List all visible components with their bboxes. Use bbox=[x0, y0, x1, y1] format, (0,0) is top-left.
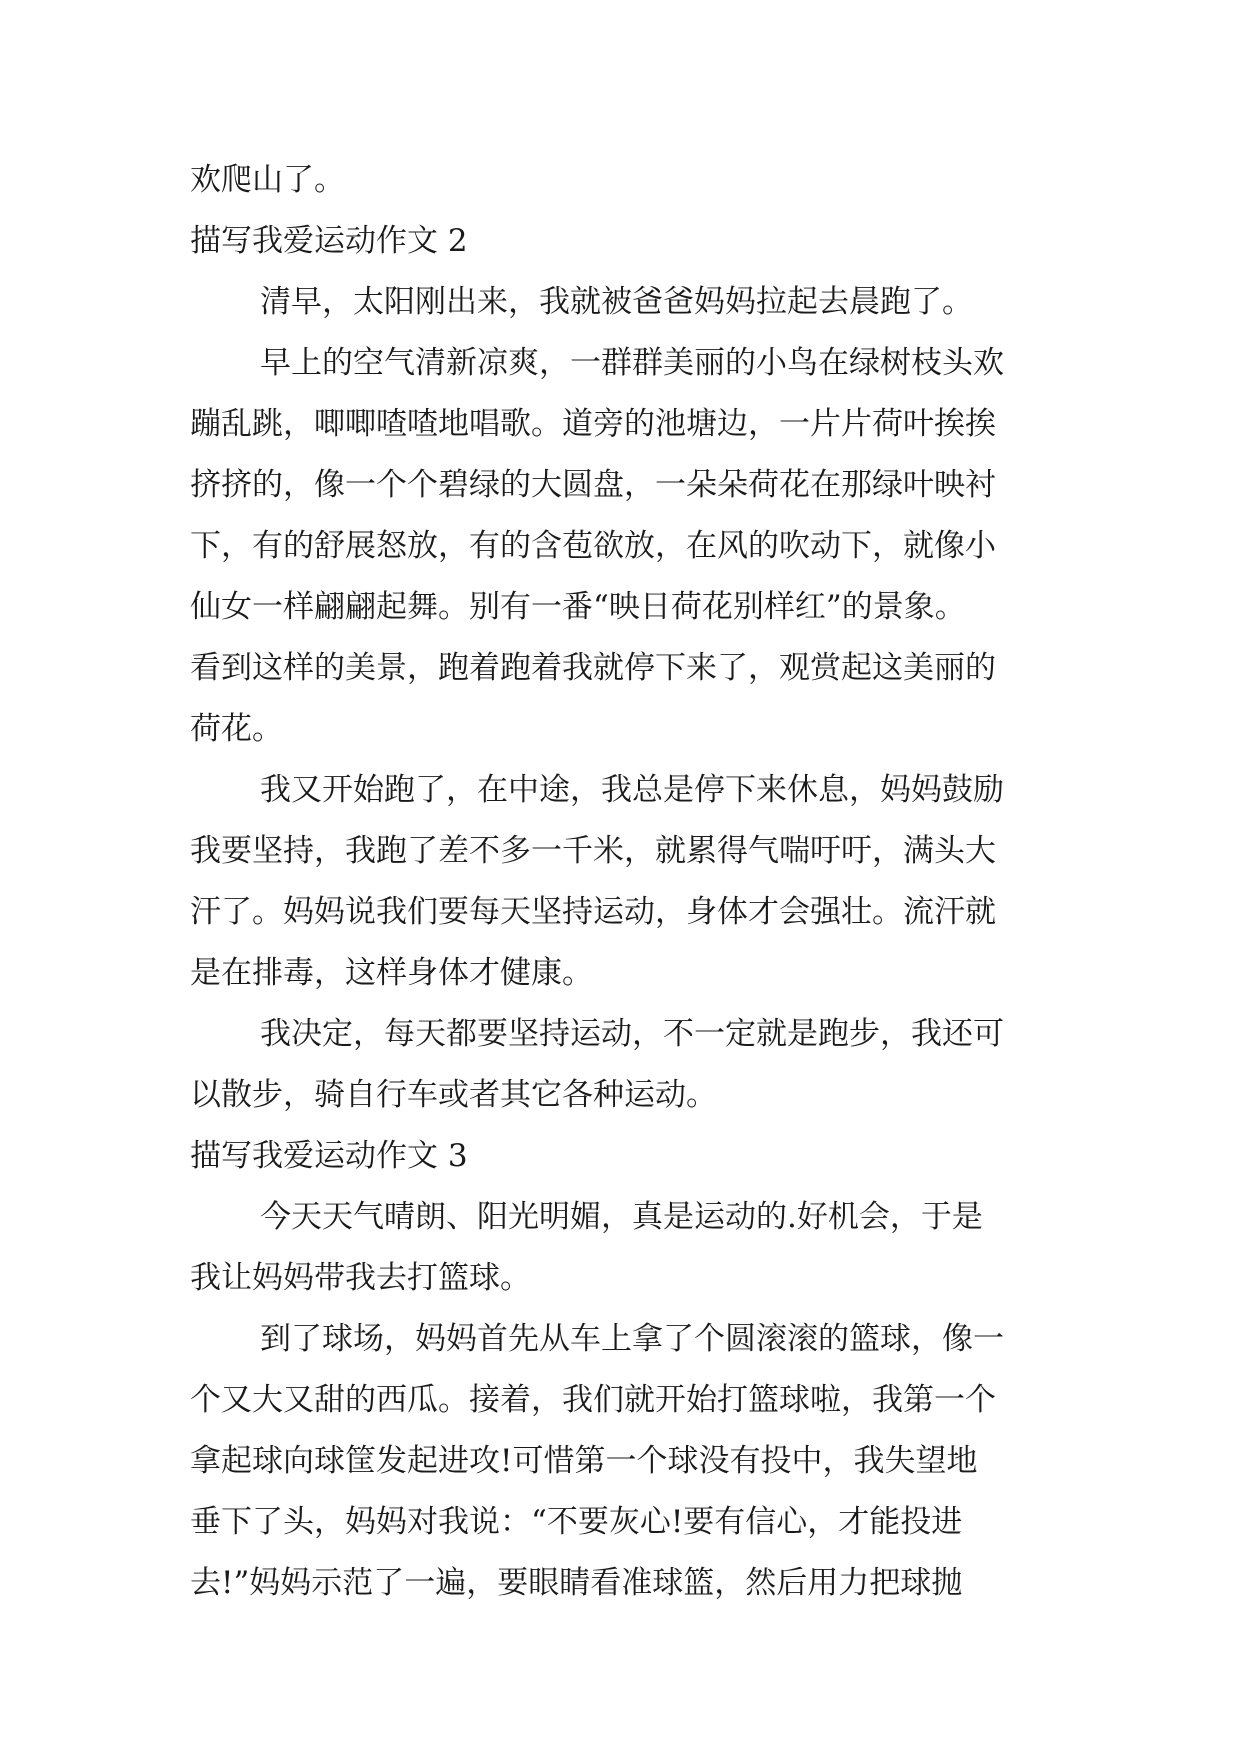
text-line: 我又开始跑了，在中途，我总是停下来休息，妈妈鼓励 bbox=[260, 772, 1004, 808]
text-line: 汗了。妈妈说我们要每天坚持运动，身体才会强壮。流汗就 bbox=[190, 894, 996, 930]
text-line: 我让妈妈带我去打篮球。 bbox=[190, 1260, 531, 1296]
text-line: 欢爬山了。 bbox=[190, 162, 345, 198]
text-line: 荷花。 bbox=[190, 711, 283, 747]
text-line: 拿起球向球筐发起进攻!可惜第一个球没有投中，我失望地 bbox=[190, 1443, 978, 1479]
text-line: 清早，太阳刚出来，我就被爸爸妈妈拉起去晨跑了。 bbox=[260, 284, 973, 320]
text-line: 我要坚持，我跑了差不多一千米，就累得气喘吁吁，满头大 bbox=[190, 833, 996, 869]
text-line: 下，有的舒展怒放，有的含苞欲放，在风的吹动下，就像小 bbox=[190, 528, 996, 564]
text-line: 我决定，每天都要坚持运动，不一定就是跑步，我还可 bbox=[260, 1016, 1004, 1052]
section-heading: 描写我爱运动作文 3 bbox=[190, 1138, 468, 1174]
section-heading: 描写我爱运动作文 2 bbox=[190, 223, 468, 259]
text-line: 蹦乱跳，唧唧喳喳地唱歌。道旁的池塘边，一片片荷叶挨挨 bbox=[190, 406, 996, 442]
text-line: 仙女一样翩翩起舞。别有一番“映日荷花别样红”的景象。 bbox=[190, 589, 966, 625]
text-line: 到了球场，妈妈首先从车上拿了个圆滚滚的篮球，像一 bbox=[260, 1321, 1004, 1357]
text-line: 看到这样的美景，跑着跑着我就停下来了，观赏起这美丽的 bbox=[190, 650, 996, 686]
text-line: 挤挤的，像一个个碧绿的大圆盘，一朵朵荷花在那绿叶映衬 bbox=[190, 467, 996, 503]
text-line: 是在排毒，这样身体才健康。 bbox=[190, 955, 593, 991]
text-line: 个又大又甜的西瓜。接着，我们就开始打篮球啦，我第一个 bbox=[190, 1382, 996, 1418]
text-line: 去!”妈妈示范了一遍，要眼睛看准球篮，然后用力把球抛 bbox=[190, 1565, 963, 1601]
text-line: 今天天气晴朗、阳光明媚，真是运动的.好机会，于是 bbox=[260, 1199, 983, 1235]
text-line: 早上的空气清新凉爽，一群群美丽的小鸟在绿树枝头欢 bbox=[260, 345, 1004, 381]
text-line: 以散步，骑自行车或者其它各种运动。 bbox=[190, 1077, 717, 1113]
document-page bbox=[190, 150, 1070, 1614]
text-line: 垂下了头，妈妈对我说：“不要灰心!要有信心，才能投进 bbox=[190, 1504, 963, 1540]
